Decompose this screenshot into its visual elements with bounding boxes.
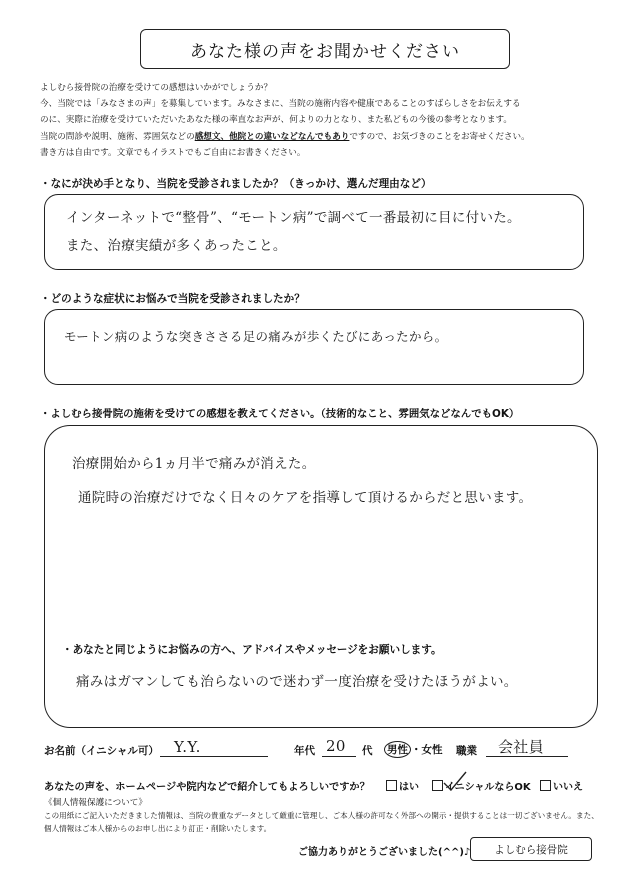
page-title-text: あなた様の声をお聞かせください	[190, 41, 460, 62]
intro-line: 今、当院では「みなさまの声」を募集しています。みなさまに、当院の施術内容や健康であることのすばらしさをお伝えする	[40, 99, 521, 110]
age-label: 年代	[294, 745, 315, 757]
consent-no-option[interactable]	[540, 778, 583, 793]
thanks-text: ご協力ありがとうございました(^^)♪	[298, 847, 471, 858]
consent-initial-label: イニシャルならOK	[445, 782, 531, 793]
gender-options[interactable]	[384, 741, 443, 758]
page-title	[140, 29, 510, 69]
name-value[interactable]: Y.Y.	[174, 738, 201, 756]
privacy-heading: 《個人情報保護について》	[44, 798, 147, 808]
consent-yes-option[interactable]	[386, 778, 419, 793]
intro-line: 書き方は自由です。文章でもイラストでもご自由にお書きください。	[40, 147, 306, 158]
answer-box-2[interactable]	[44, 309, 584, 385]
male-option-selected[interactable]: 男性	[384, 741, 411, 758]
answer-1-line-2: また、治療実績が多くあったこと。	[66, 238, 287, 254]
clinic-name: よしむら接骨院	[494, 843, 568, 856]
job-label: 職業	[456, 745, 477, 757]
female-option[interactable]: ・女性	[411, 744, 443, 756]
intro-text	[40, 80, 610, 161]
age-value[interactable]: 20	[326, 737, 346, 755]
check-mark-icon	[442, 770, 468, 792]
age-underline	[322, 756, 356, 757]
answer-3-line-2: 通院時の治療だけでなく日々のケアを指導して頂けるからだと思います。	[78, 490, 533, 506]
answer-4-line-1: 痛みはガマンしても治らないので迷わず一度治療を受けたほうがよい。	[76, 674, 518, 690]
answer-1-line-1: インターネットで“整骨”、“モートン病”で調べて一番最初に目に付いた。	[66, 210, 521, 226]
intro-line	[40, 129, 610, 145]
name-underline	[160, 756, 268, 757]
consent-no-label: いいえ	[553, 782, 583, 793]
consent-question: あなたの声を、ホームページや院内などで紹介してもよろしいですか？	[44, 782, 370, 793]
question-4: ・あなたと同じようにお悩みの方へ、アドバイスやメッセージをお願いします。	[62, 644, 442, 656]
intro-emphasis: 感想文、他院との違いなどなんでもあり	[194, 131, 350, 142]
intro-line: よしむら接骨院の治療を受けての感想はいかがでしょうか？	[40, 83, 273, 93]
job-value[interactable]: 会社員	[498, 738, 544, 756]
consent-yes-label: はい	[399, 782, 419, 793]
intro-line: のに、実際に治療を受けていただいたあなた様の率直なお声が、何よりの力となり、また私どもの今後の参考となります。	[40, 115, 512, 126]
clinic-name-box	[470, 837, 592, 861]
question-3: ・よしむら接骨院の施術を受けての感想を教えてください。（技術的なこと、雰囲気などなんでもOK）	[40, 408, 520, 420]
question-1: ・なにが決め手となり、当院を受診されましたか？（きっかけ、選んだ理由など）	[40, 178, 432, 190]
privacy-line-1: この用紙にご記入いただきました情報は、当院の貴重なデータとして厳重に管理し、ご本人様の許可なく外部への開示・提供することは一切ございません。また、	[44, 811, 599, 820]
checkbox-icon[interactable]	[386, 780, 397, 791]
age-suffix: 代	[362, 745, 373, 757]
answer-3-line-1: 治療開始から1ヵ月半で痛みが消えた。	[72, 456, 316, 472]
question-2: ・どのような症状にお悩みで当院を受診されましたか？	[40, 293, 305, 305]
answer-2-line-1: モートン病のような突きささる足の痛みが歩くたびにあったから。	[64, 329, 448, 344]
intro-line-part: ですので、お気づきのことをお寄せください。	[349, 131, 530, 142]
checkbox-icon[interactable]	[540, 780, 551, 791]
name-label: お名前（イニシャル可）	[44, 745, 159, 757]
intro-line-part: 当院の問診や説明、施術、雰囲気などの	[40, 131, 195, 142]
privacy-line-2: 個人情報はご本人様からのお申し出により訂正・削除いたします。	[44, 824, 272, 833]
